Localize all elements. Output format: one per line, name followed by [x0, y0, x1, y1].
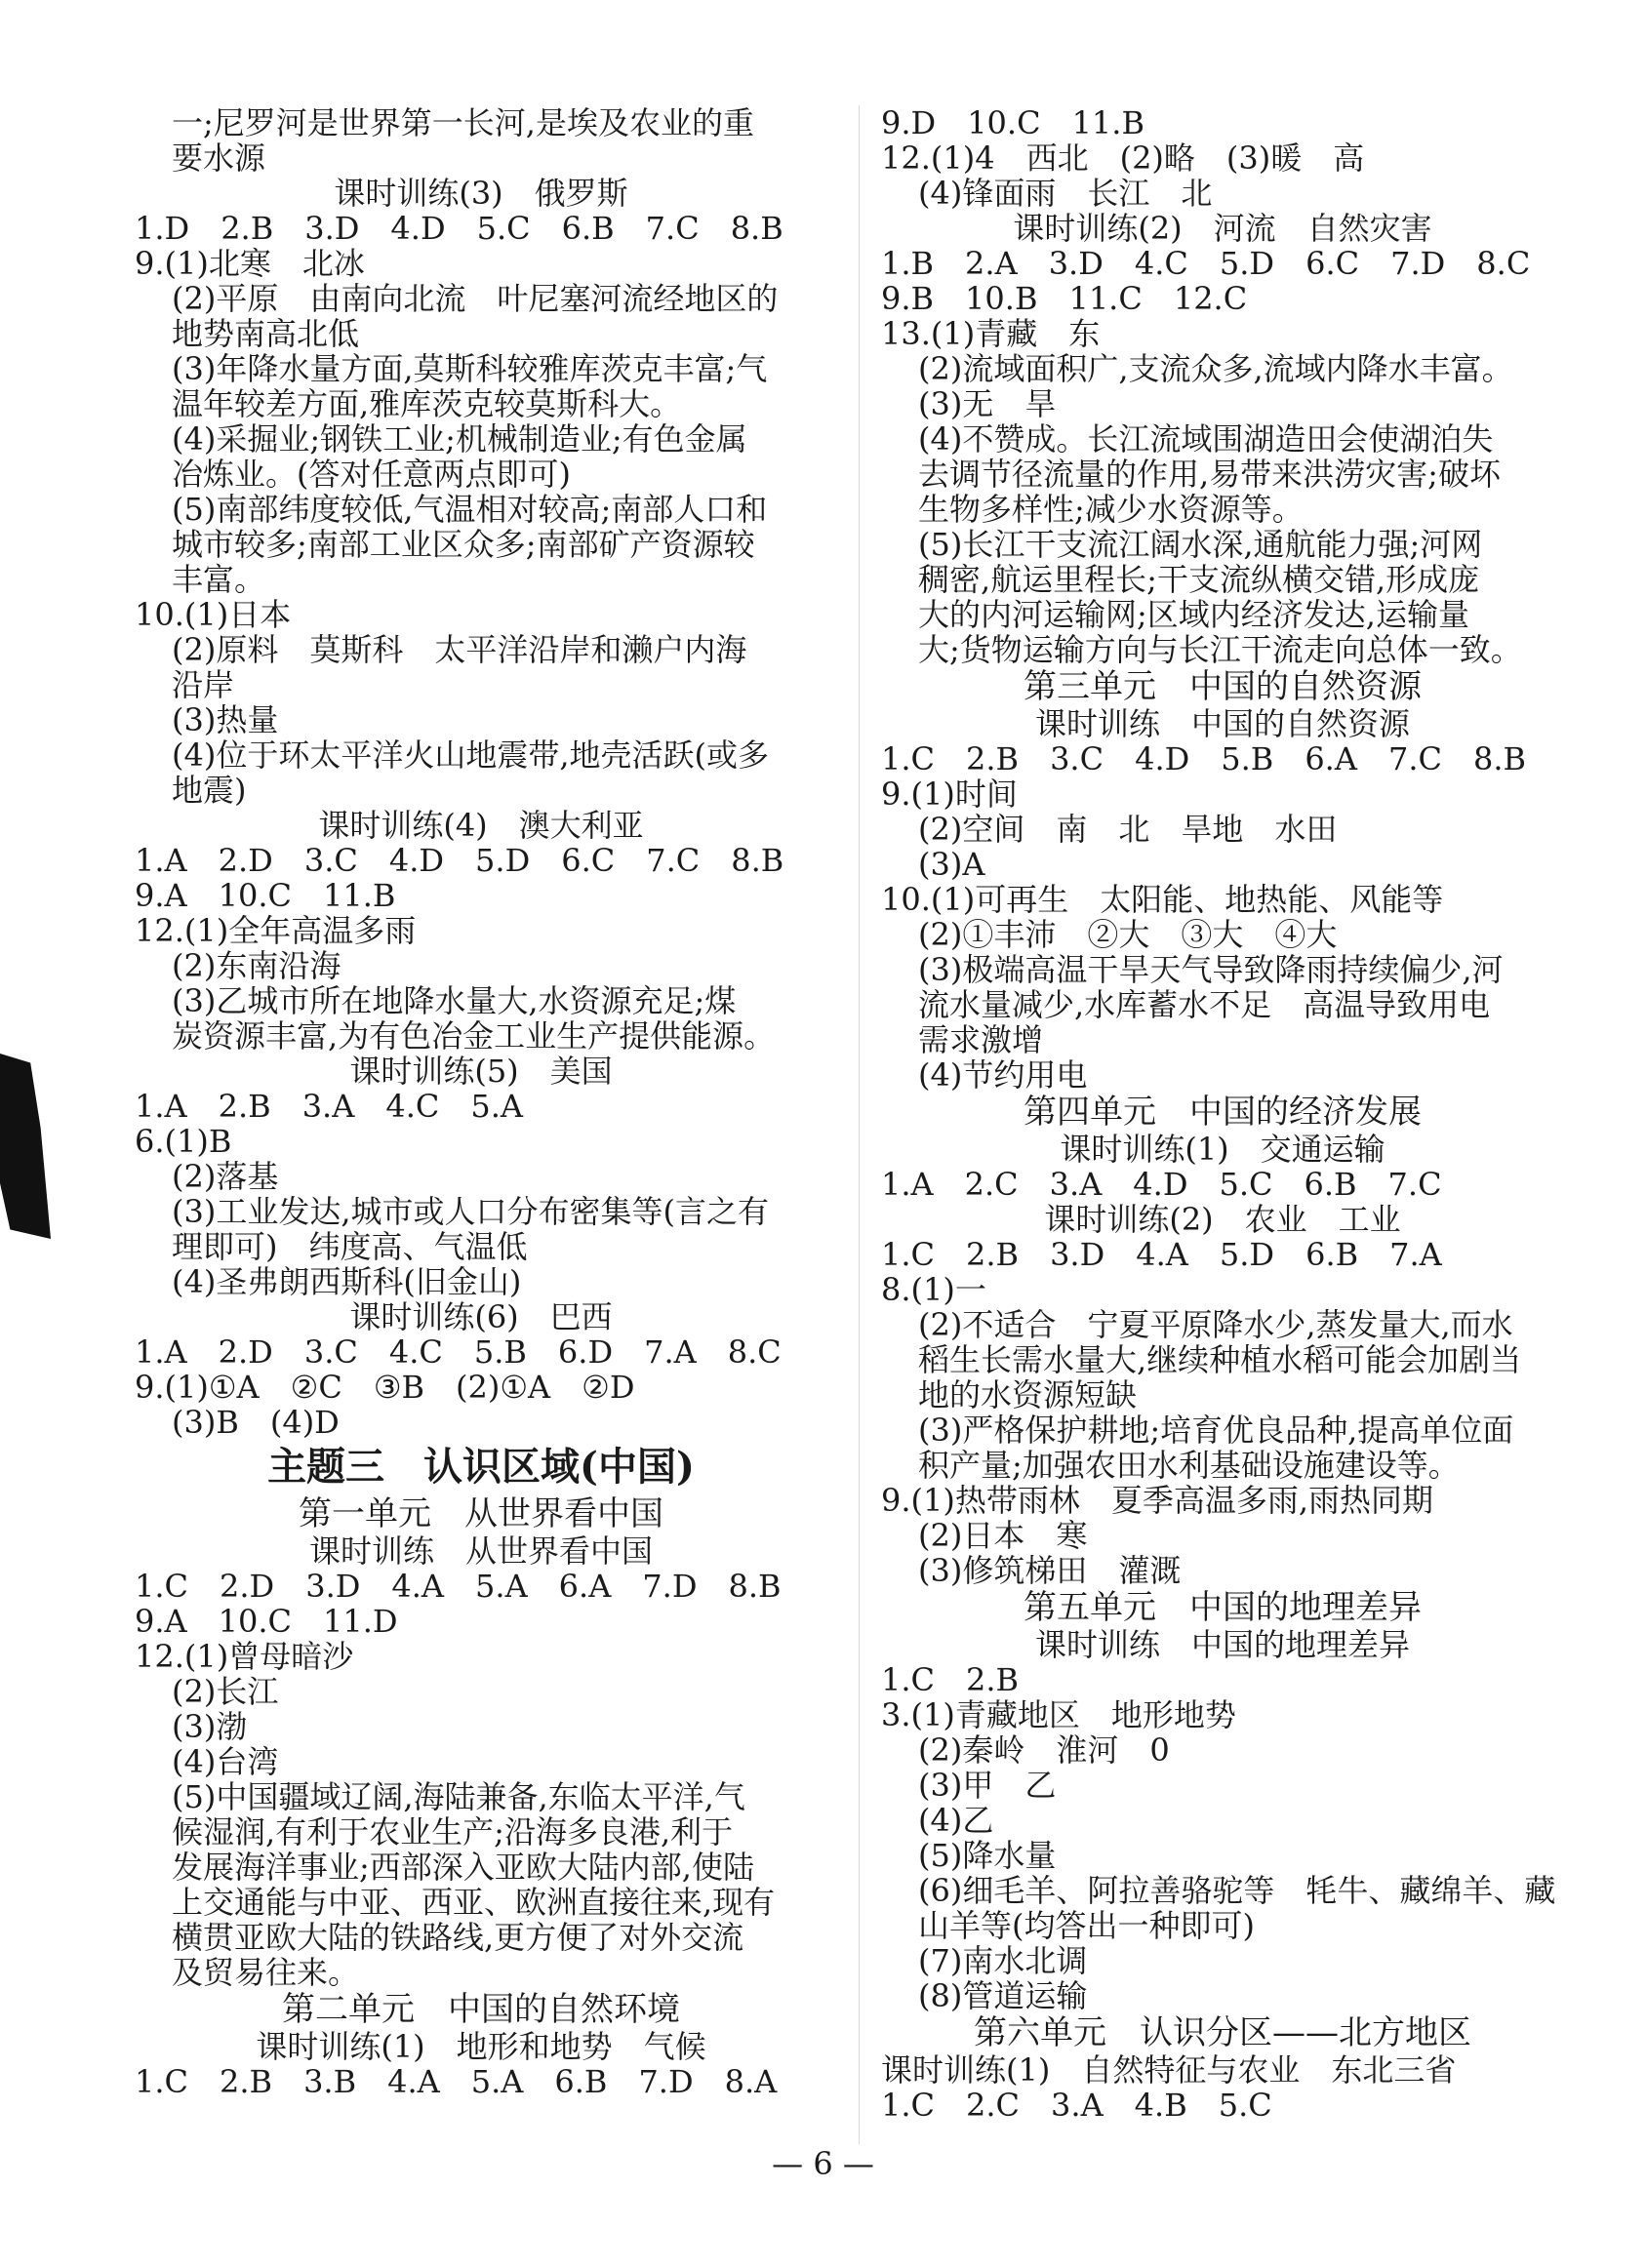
answer-line: 9.A 10.C 11.D	[135, 1603, 398, 1640]
answer-line: 沿岸	[172, 666, 235, 703]
answer-line: (4)台湾	[172, 1743, 279, 1780]
answer-line: (4)节约用电	[918, 1056, 1088, 1094]
section-heading: 第四单元 中国的经济发展	[1024, 1093, 1422, 1132]
answer-line: (2)不适合 宁夏平原降水少,蒸发量大,而水	[918, 1306, 1513, 1343]
answer-line: (3)修筑梯田 灌溉	[918, 1552, 1182, 1589]
answer-line: 9.B 10.B 11.C 12.C	[881, 280, 1248, 317]
answer-line: 9.(1)时间	[881, 776, 1018, 813]
answer-line: (5)降水量	[918, 1837, 1057, 1874]
answer-line: 1.C 2.D 3.D 4.A 5.A 6.A 7.D 8.B	[135, 1568, 782, 1605]
answer-line: 课时训练(1) 自然特征与农业 东北三省	[881, 2051, 1457, 2089]
answer-line: 稠密,航运里程长;干支流纵横交错,形成庞	[918, 561, 1480, 598]
section-heading: 第二单元 中国的自然环境	[282, 1990, 680, 2029]
answer-line: 1.B 2.A 3.D 4.C 5.D 6.C 7.D 8.C	[881, 245, 1531, 282]
answer-line: (4)乙	[918, 1802, 994, 1839]
answer-line: (3)B (4)D	[172, 1404, 340, 1441]
section-heading: 课时训练(6) 巴西	[349, 1298, 613, 1335]
answer-line: (4)圣弗朗西斯科(旧金山)	[172, 1263, 522, 1300]
answer-line: (7)南水北调	[918, 1942, 1088, 1979]
answer-line: 一;尼罗河是世界第一长河,是埃及农业的重	[172, 105, 754, 141]
answer-line: 10.(1)日本	[135, 596, 292, 633]
answer-line: 12.(1)4 西北 (2)略 (3)暖 高	[881, 139, 1365, 177]
answer-line: 要水源	[172, 139, 266, 177]
answer-line: (5)南部纬度较低,气温相对较高;南部人口和	[172, 491, 768, 528]
answer-line: 1.A 2.C 3.A 4.D 5.C 6.B 7.C	[881, 1166, 1442, 1203]
answer-line: 城市较多;南部工业区众多;南部矿产资源较	[172, 526, 755, 563]
answer-line: 发展海洋事业;西部深入亚欧大陆内部,使陆	[172, 1849, 754, 1886]
answer-line: (2)流域面积广,支流众多,流域内降水丰富。	[918, 350, 1513, 387]
section-heading: 课时训练(1) 交通运输	[1060, 1131, 1385, 1168]
answer-line: (3)A	[918, 846, 985, 883]
answer-line: 1.C 2.B 3.D 4.A 5.D 6.B 7.A	[881, 1236, 1442, 1273]
section-heading: 课时训练(2) 河流 自然灾害	[1013, 210, 1432, 247]
answer-line: 8.(1)一	[881, 1271, 986, 1308]
answer-line: (5)中国疆域辽阔,海陆兼备,东临太平洋,气	[172, 1778, 745, 1815]
section-heading: 课时训练(3) 俄罗斯	[334, 175, 628, 212]
answer-line: 大;货物运输方向与长江干流走向总体一致。	[918, 631, 1522, 668]
answer-line: 9.D 10.C 11.B	[881, 105, 1144, 141]
answer-line: 9.(1)①A ②C ③B (2)①A ②D	[135, 1369, 635, 1406]
answer-line: (4)锋面雨 长江 北	[918, 175, 1213, 212]
answer-line: 积产量;加强农田水利基础设施建设等。	[918, 1447, 1460, 1484]
answer-line: 1.A 2.D 3.C 4.C 5.B 6.D 7.A 8.C	[135, 1333, 782, 1371]
answer-line: 1.C 2.B 3.C 4.D 5.B 6.A 7.C 8.B	[881, 740, 1527, 777]
answer-line: 需求激增	[918, 1021, 1044, 1058]
binding-shadow	[0, 1054, 51, 1239]
answer-line: 1.A 2.B 3.A 4.C 5.A	[135, 1088, 523, 1125]
answer-line: 1.A 2.D 3.C 4.D 5.D 6.C 7.C 8.B	[135, 842, 784, 879]
column-divider	[859, 105, 860, 2144]
answer-line: 流水量减少,水库蓄水不足 高温导致用电	[918, 986, 1491, 1023]
answer-line: (4)位于环太平洋火山地震带,地壳活跃(或多	[172, 736, 769, 774]
answer-line: (3)甲 乙	[918, 1767, 1057, 1804]
section-heading: 课时训练(4) 澳大利亚	[318, 807, 644, 844]
answer-line: 1.D 2.B 3.D 4.D 5.C 6.B 7.C 8.B	[135, 210, 783, 247]
answer-line: 山羊等(均答出一种即可)	[918, 1907, 1255, 1944]
section-heading: 课时训练(2) 农业 工业	[1044, 1201, 1401, 1238]
answer-line: 9.(1)北寒 北冰	[135, 245, 365, 282]
left-column	[135, 105, 827, 2099]
answer-line: (2)平原 由南向北流 叶尼塞河流经地区的	[172, 280, 779, 317]
answer-line: (3)热量	[172, 701, 279, 738]
answer-line: 3.(1)青藏地区 地形地势	[881, 1696, 1236, 1733]
section-heading: 课时训练 从世界看中国	[308, 1532, 653, 1570]
answer-line: (4)采掘业;钢铁工业;机械制造业;有色金属	[172, 420, 747, 458]
answer-line: (5)长江干支流江阔水深,通航能力强;河网	[918, 526, 1483, 563]
section-heading: 第五单元 中国的地理差异	[1024, 1588, 1422, 1627]
answer-line: 冶炼业。(答对任意两点即可)	[172, 456, 571, 493]
answer-line: (2)长江	[172, 1673, 279, 1710]
answer-line: (3)年降水量方面,莫斯科较雅库茨克丰富;气	[172, 350, 768, 387]
section-heading: 课时训练(5) 美国	[349, 1053, 613, 1090]
answer-line: (3)工业发达,城市或人口分布密集等(言之有	[172, 1193, 769, 1230]
answer-line: (3)无 旱	[918, 385, 1057, 422]
answer-line: (2)秦岭 淮河 0	[918, 1731, 1170, 1769]
answer-line: 12.(1)曾母暗沙	[135, 1638, 354, 1675]
answer-line: (4)不赞成。长江流域围湖造田会使湖泊失	[918, 420, 1494, 458]
answer-line: (3)乙城市所在地降水量大,水资源充足;煤	[172, 982, 737, 1019]
answer-line: (2)原料 莫斯科 太平洋沿岸和濑户内海	[172, 631, 747, 668]
answer-line: (3)严格保护耕地;培育优良品种,提高单位面	[918, 1412, 1514, 1449]
answer-line: 理即可) 纬度高、气温低	[172, 1228, 528, 1265]
answer-line: 12.(1)全年高温多雨	[135, 912, 417, 949]
answer-line: 6.(1)B	[135, 1123, 232, 1160]
answer-line: 地的水资源短缺	[918, 1376, 1138, 1413]
answer-line: 13.(1)青藏 东	[881, 315, 1101, 352]
answer-line: 1.C 2.B	[881, 1661, 1020, 1698]
answer-line: 温年较差方面,雅库茨克较莫斯科大。	[172, 385, 682, 422]
section-heading: 第一单元 从世界看中国	[299, 1494, 663, 1533]
answer-line: 1.C 2.B 3.B 4.A 5.A 6.B 7.D 8.A	[135, 2063, 778, 2099]
answer-line: (8)管道运输	[918, 1977, 1088, 2014]
answer-line: (2)东南沿海	[172, 947, 341, 984]
answer-line: 去调节径流量的作用,易带来洪涝灾害;破坏	[918, 456, 1501, 493]
right-column	[881, 105, 1564, 2123]
answer-line: 9.(1)热带雨林 夏季高温多雨,雨热同期	[881, 1482, 1434, 1519]
section-heading: 第六单元 认识分区——北方地区	[974, 2013, 1471, 2052]
answer-line: 1.C 2.C 3.A 4.B 5.C	[881, 2087, 1272, 2123]
answer-line: 及贸易往来。	[172, 1954, 360, 1991]
answer-line: 炭资源丰富,为有色冶金工业生产提供能源。	[172, 1017, 776, 1054]
answer-line: 9.A 10.C 11.B	[135, 877, 396, 914]
answer-line: (2)空间 南 北 旱地 水田	[918, 811, 1338, 848]
answer-line: 上交通能与中亚、西亚、欧洲直接往来,现有	[172, 1884, 776, 1921]
section-heading: 第三单元 中国的自然资源	[1024, 667, 1422, 706]
answer-line: (3)极端高温干旱天气导致降雨持续偏少,河	[918, 951, 1504, 988]
section-heading: 课时训练(1) 地形和地势 气候	[256, 2028, 706, 2065]
answer-line: 生物多样性;减少水资源等。	[918, 491, 1304, 528]
section-heading: 课时训练 中国的地理差异	[1034, 1626, 1410, 1663]
answer-line: 大的内河运输网;区域内经济发达,运输量	[918, 596, 1469, 633]
answer-line: (6)细毛羊、阿拉善骆驼等 牦牛、藏绵羊、藏	[918, 1872, 1556, 1909]
answer-line: 候湿润,有利于农业生产;沿海多良港,利于	[172, 1813, 734, 1850]
section-heading: 主题三 认识区域(中国)	[267, 1444, 695, 1490]
answer-line: 丰富。	[172, 561, 266, 598]
answer-line: (3)渤	[172, 1708, 248, 1745]
answer-line: 地势南高北低	[172, 315, 360, 352]
answer-line: 稻生长需水量大,继续种植水稻可能会加剧当	[918, 1341, 1522, 1378]
answer-line: (2)日本 寒	[918, 1517, 1088, 1554]
page-number: — 6 —	[772, 2145, 874, 2182]
answer-line: 10.(1)可再生 太阳能、地热能、风能等	[881, 881, 1444, 918]
answer-line: 地震)	[172, 772, 247, 809]
answer-line: (2)落基	[172, 1158, 279, 1195]
section-heading: 课时训练 中国的自然资源	[1034, 705, 1410, 742]
answer-line: (2)①丰沛 ②大 ③大 ④大	[918, 916, 1338, 953]
answer-line: 横贯亚欧大陆的铁路线,更方便了对外交流	[172, 1919, 744, 1956]
